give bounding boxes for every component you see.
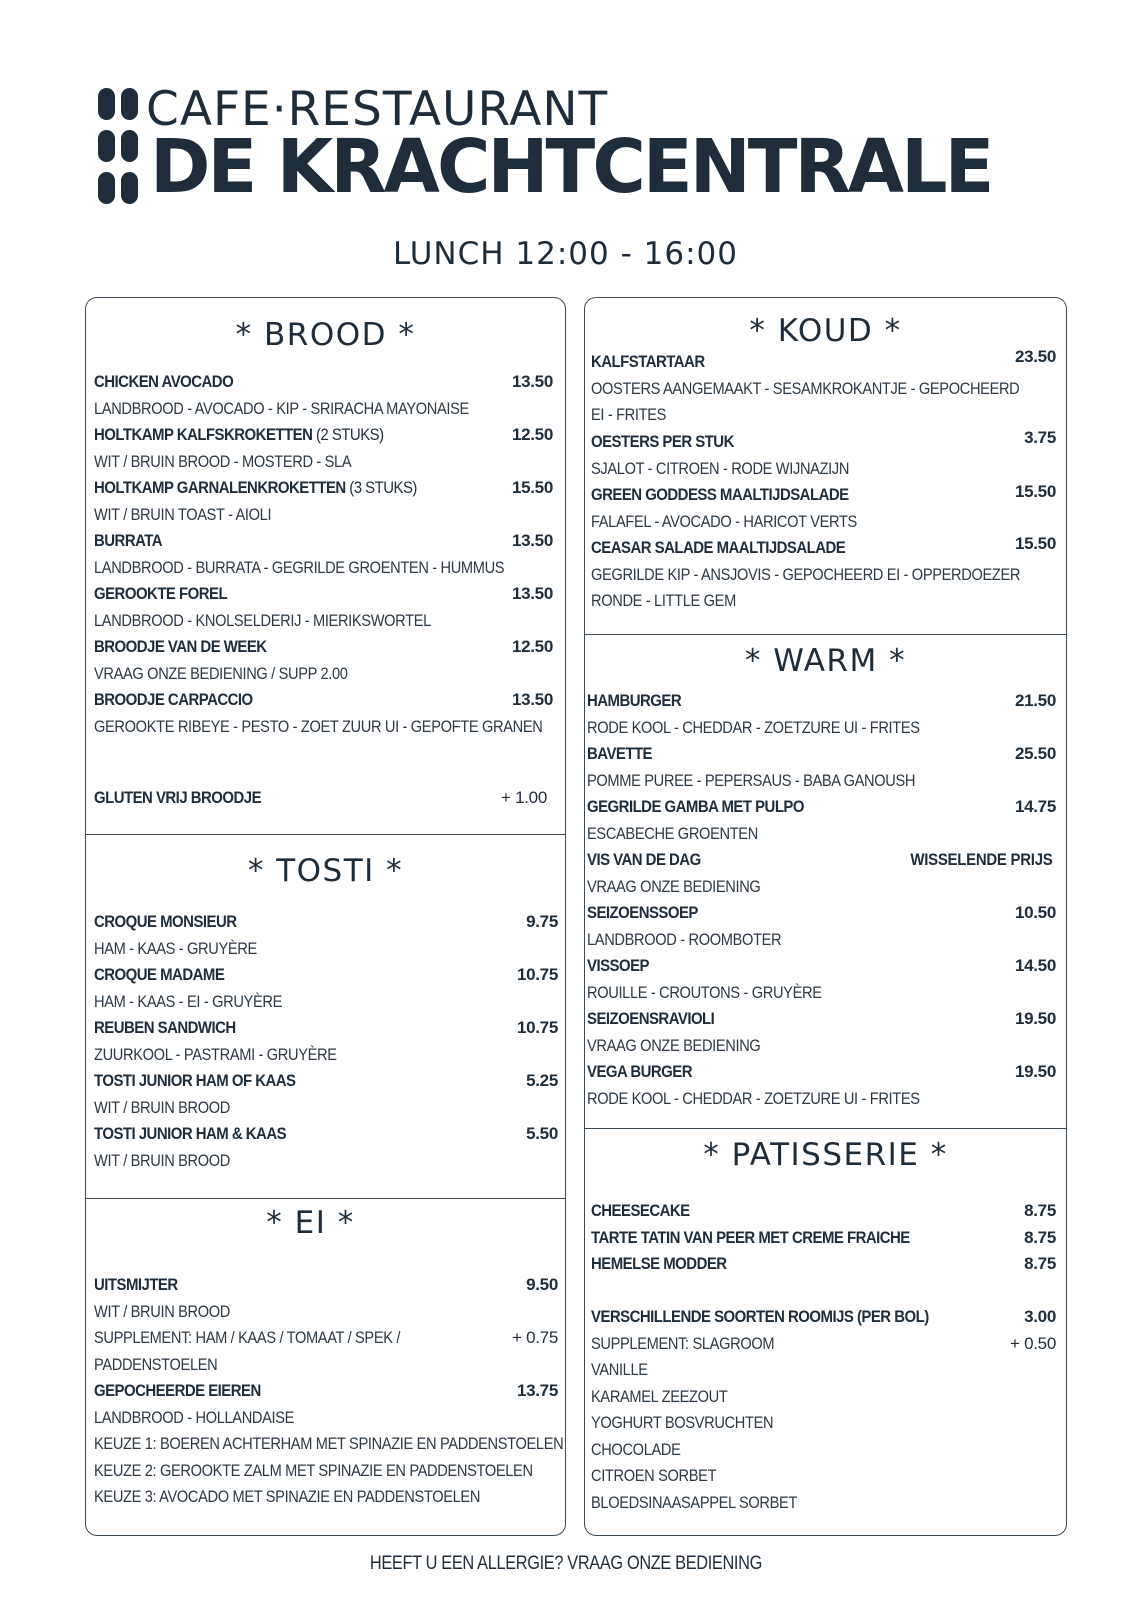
item-name: CROQUE MONSIEUR xyxy=(94,912,237,931)
item-description: LANDBROOD - BURRATA - GEGRILDE GROENTEN - HUMMUS xyxy=(94,558,505,577)
flavor-item: KARAMEL ZEEZOUT xyxy=(591,1387,728,1406)
menu-item xyxy=(94,421,553,448)
item-name: CEASAR SALADE MAALTIJDSALADE xyxy=(591,538,846,557)
item-price: 8.75 xyxy=(1024,1201,1056,1220)
item-option: KEUZE 1: BOEREN ACHTERHAM MET SPINAZIE EN PADDENSTOELEN xyxy=(94,1434,564,1453)
flavor-item: VANILLE xyxy=(591,1360,648,1379)
menu-item xyxy=(587,952,1056,979)
item-name: HEMELSE MODDER xyxy=(591,1254,727,1273)
item-description: LANDBROOD - KNOLSELDERIJ - MIERIKSWORTEL xyxy=(94,611,431,630)
item-price: 5.50 xyxy=(526,1124,558,1143)
item-description: HAM - KAAS - GRUYÈRE xyxy=(94,939,257,958)
item-price: WISSELENDE PRIJS xyxy=(909,850,1052,869)
item-price: 3.75 xyxy=(1024,428,1056,447)
brand-line-cafe-restaurant: CAFE·RESTAURANT xyxy=(146,82,609,137)
item-price: + 0.50 xyxy=(1010,1334,1056,1353)
item-price: + 1.00 xyxy=(501,788,547,807)
item-price: 5.25 xyxy=(526,1071,558,1090)
menu-item xyxy=(94,961,558,988)
item-price: 23.50 xyxy=(1014,347,1056,366)
menu-item xyxy=(94,527,553,554)
menu-item xyxy=(94,1067,558,1094)
menu-column-right xyxy=(584,297,1067,1536)
item-description: WIT / BRUIN TOAST - AIOLI xyxy=(94,505,272,524)
item-description: WIT / BRUIN BROOD xyxy=(94,1098,231,1117)
menu-item xyxy=(587,1005,1056,1032)
section-warm xyxy=(585,634,1066,1128)
section-patisserie xyxy=(585,1128,1066,1536)
item-description: SUPPLEMENT: HAM / KAAS / TOMAAT / SPEK / xyxy=(94,1328,401,1347)
menu-item xyxy=(94,1014,558,1041)
menu-column-left xyxy=(85,297,566,1536)
menu-item xyxy=(94,686,553,713)
item-price: + 0.75 xyxy=(512,1328,558,1347)
lunch-hours: LUNCH 12:00 - 16:00 xyxy=(393,236,738,272)
menu-supplement xyxy=(94,1324,558,1351)
item-name: OESTERS PER STUK xyxy=(591,432,734,451)
menu-item xyxy=(591,1224,1056,1251)
item-name: BROODJE VAN DE WEEK xyxy=(94,637,267,656)
menu-item xyxy=(587,793,1056,820)
menu-item xyxy=(587,1058,1056,1085)
menu-item xyxy=(94,1377,558,1404)
item-name: GEPOCHEERDE EIEREN xyxy=(94,1381,261,1400)
item-name: CROQUE MADAME xyxy=(94,965,225,984)
item-description: OOSTERS AANGEMAAKT - SESAMKROKANTJE - GEPOCHEERD xyxy=(591,379,1020,398)
item-description: SJALOT - CITROEN - RODE WIJNAZIJN xyxy=(591,459,850,478)
item-price: 25.50 xyxy=(1014,744,1056,763)
section-ei xyxy=(86,1198,565,1536)
menu-item xyxy=(94,474,553,501)
menu-item xyxy=(94,580,553,607)
menu-item xyxy=(587,740,1056,767)
item-name: TOSTI JUNIOR HAM & KAAS xyxy=(94,1124,287,1143)
item-name: HAMBURGER xyxy=(587,691,682,710)
item-name: VERSCHILLENDE SOORTEN ROOMIJS (PER BOL) xyxy=(591,1307,929,1326)
item-name: TARTE TATIN VAN PEER MET CREME FRAICHE xyxy=(591,1228,910,1247)
menu-item xyxy=(94,633,553,660)
item-option: KEUZE 3: AVOCADO MET SPINAZIE EN PADDENSTOELEN xyxy=(94,1487,481,1506)
item-description: WIT / BRUIN BROOD xyxy=(94,1302,231,1321)
item-name: CHICKEN AVOCADO xyxy=(94,372,234,391)
item-name: HOLTKAMP GARNALENKROKETTEN (3 STUKS) xyxy=(94,478,417,497)
item-description: ESCABECHE GROENTEN xyxy=(587,824,758,843)
item-price: 13.50 xyxy=(511,690,553,709)
menu-item xyxy=(591,534,1056,561)
section-title-tosti: * TOSTI * xyxy=(247,853,404,889)
brand-name: DE KRACHTCENTRALE xyxy=(150,124,992,210)
item-description: FALAFEL - AVOCADO - HARICOT VERTS xyxy=(591,512,857,531)
item-description: RODE KOOL - CHEDDAR - ZOETZURE UI - FRITES xyxy=(587,1089,920,1108)
item-price: 3.00 xyxy=(1024,1307,1056,1326)
menu-item xyxy=(587,687,1056,714)
item-price: 13.75 xyxy=(516,1381,558,1400)
section-tosti xyxy=(86,834,565,1198)
item-note: (3 STUKS) xyxy=(345,478,417,497)
menu-item xyxy=(94,1271,558,1298)
item-name: BAVETTE xyxy=(587,744,653,763)
item-price: 10.75 xyxy=(516,965,558,984)
item-description: RONDE - LITTLE GEM xyxy=(591,591,736,610)
section-title-koud: * KOUD * xyxy=(749,313,902,349)
item-description: RODE KOOL - CHEDDAR - ZOETZURE UI - FRITES xyxy=(587,718,920,737)
item-description: EI - FRITES xyxy=(591,405,667,424)
item-price: 19.50 xyxy=(1014,1062,1056,1081)
item-price: 13.50 xyxy=(511,531,553,550)
item-price: 15.50 xyxy=(511,478,553,497)
item-description: SUPPLEMENT: SLAGROOM xyxy=(591,1334,775,1353)
item-price: 21.50 xyxy=(1014,691,1056,710)
item-price: 9.50 xyxy=(526,1275,558,1294)
item-name: SEIZOENSSOEP xyxy=(587,903,698,922)
menu-item xyxy=(591,348,1056,375)
menu-item xyxy=(591,481,1056,508)
menu-item xyxy=(587,846,1052,873)
item-price: 15.50 xyxy=(1014,534,1056,553)
menu-item xyxy=(94,1120,558,1147)
item-note: (2 STUKS) xyxy=(312,425,384,444)
menu-item xyxy=(591,1197,1056,1224)
section-title-ei: * EI * xyxy=(266,1205,355,1241)
item-price: 19.50 xyxy=(1014,1009,1056,1028)
flavor-item: CHOCOLADE xyxy=(591,1440,681,1459)
item-price: 14.75 xyxy=(1014,797,1056,816)
item-price: 10.75 xyxy=(516,1018,558,1037)
item-description: WIT / BRUIN BROOD xyxy=(94,1151,231,1170)
item-price: 12.50 xyxy=(511,637,553,656)
item-name: GLUTEN VRIJ BROODJE xyxy=(94,788,262,807)
section-title-warm: * WARM * xyxy=(744,643,907,679)
allergy-notice: HEEFT U EEN ALLERGIE? VRAAG ONZE BEDIENING xyxy=(369,1553,762,1574)
item-price: 12.50 xyxy=(511,425,553,444)
item-price: 8.75 xyxy=(1024,1254,1056,1273)
item-description: VRAAG ONZE BEDIENING / SUPP 2.00 xyxy=(94,664,348,683)
flavor-item: YOGHURT BOSVRUCHTEN xyxy=(591,1413,774,1432)
item-name: VISSOEP xyxy=(587,956,649,975)
menu-item xyxy=(591,428,1056,455)
flavor-item: BLOEDSINAASAPPEL SORBET xyxy=(591,1493,798,1512)
restaurant-logo-icon xyxy=(98,86,138,206)
item-description: LANDBROOD - ROOMBOTER xyxy=(587,930,782,949)
section-title-patisserie: * PATISSERIE * xyxy=(703,1137,948,1173)
item-name: KALFSTARTAAR xyxy=(591,352,705,371)
item-name: UITSMIJTER xyxy=(94,1275,178,1294)
item-description: GEGRILDE KIP - ANSJOVIS - GEPOCHEERD EI - OPPERDOEZER xyxy=(591,565,1021,584)
menu-item xyxy=(94,908,558,935)
item-price: 10.50 xyxy=(1014,903,1056,922)
menu-item xyxy=(94,368,553,395)
item-description: WIT / BRUIN BROOD - MOSTERD - SLA xyxy=(94,452,352,471)
item-name: CHEESECAKE xyxy=(591,1201,690,1220)
item-description: ZUURKOOL - PASTRAMI - GRUYÈRE xyxy=(94,1045,337,1064)
item-name: GEGRILDE GAMBA MET PULPO xyxy=(587,797,805,816)
item-price: 13.50 xyxy=(511,584,553,603)
menu-item xyxy=(94,784,547,811)
item-description: PADDENSTOELEN xyxy=(94,1355,218,1374)
item-name: HOLTKAMP KALFSKROKETTEN (2 STUKS) xyxy=(94,425,384,444)
section-title-brood: * BROOD * xyxy=(235,317,416,353)
item-name: BURRATA xyxy=(94,531,163,550)
item-option: KEUZE 2: GEROOKTE ZALM MET SPINAZIE EN PADDENSTOELEN xyxy=(94,1461,533,1480)
item-name: SEIZOENSRAVIOLI xyxy=(587,1009,715,1028)
item-description: VRAAG ONZE BEDIENING xyxy=(587,1036,761,1055)
section-brood xyxy=(86,298,565,834)
item-name: GEROOKTE FOREL xyxy=(94,584,228,603)
item-name: VEGA BURGER xyxy=(587,1062,693,1081)
section-koud xyxy=(585,298,1066,634)
menu-item xyxy=(591,1250,1056,1277)
item-price: 15.50 xyxy=(1014,482,1056,501)
item-description: LANDBROOD - HOLLANDAISE xyxy=(94,1408,295,1427)
menu-supplement xyxy=(591,1330,1056,1357)
item-description: VRAAG ONZE BEDIENING xyxy=(587,877,761,896)
item-price: 8.75 xyxy=(1024,1228,1056,1247)
item-description: HAM - KAAS - EI - GRUYÈRE xyxy=(94,992,282,1011)
item-name: REUBEN SANDWICH xyxy=(94,1018,236,1037)
item-price: 9.75 xyxy=(526,912,558,931)
item-price: 14.50 xyxy=(1014,956,1056,975)
menu-item xyxy=(591,1303,1056,1330)
item-description: LANDBROOD - AVOCADO - KIP - SRIRACHA MAYONAISE xyxy=(94,399,469,418)
item-description: ROUILLE - CROUTONS - GRUYÈRE xyxy=(587,983,822,1002)
item-name: BROODJE CARPACCIO xyxy=(94,690,253,709)
item-price: 13.50 xyxy=(511,372,553,391)
item-name: VIS VAN DE DAG xyxy=(587,850,701,869)
item-name: TOSTI JUNIOR HAM OF KAAS xyxy=(94,1071,296,1090)
flavor-item: CITROEN SORBET xyxy=(591,1466,717,1485)
item-description: GEROOKTE RIBEYE - PESTO - ZOET ZUUR UI - GEPOFTE GRANEN xyxy=(94,717,543,736)
menu-item xyxy=(587,899,1056,926)
item-description: POMME PUREE - PEPERSAUS - BABA GANOUSH xyxy=(587,771,916,790)
item-name: GREEN GODDESS MAALTIJDSALADE xyxy=(591,485,849,504)
